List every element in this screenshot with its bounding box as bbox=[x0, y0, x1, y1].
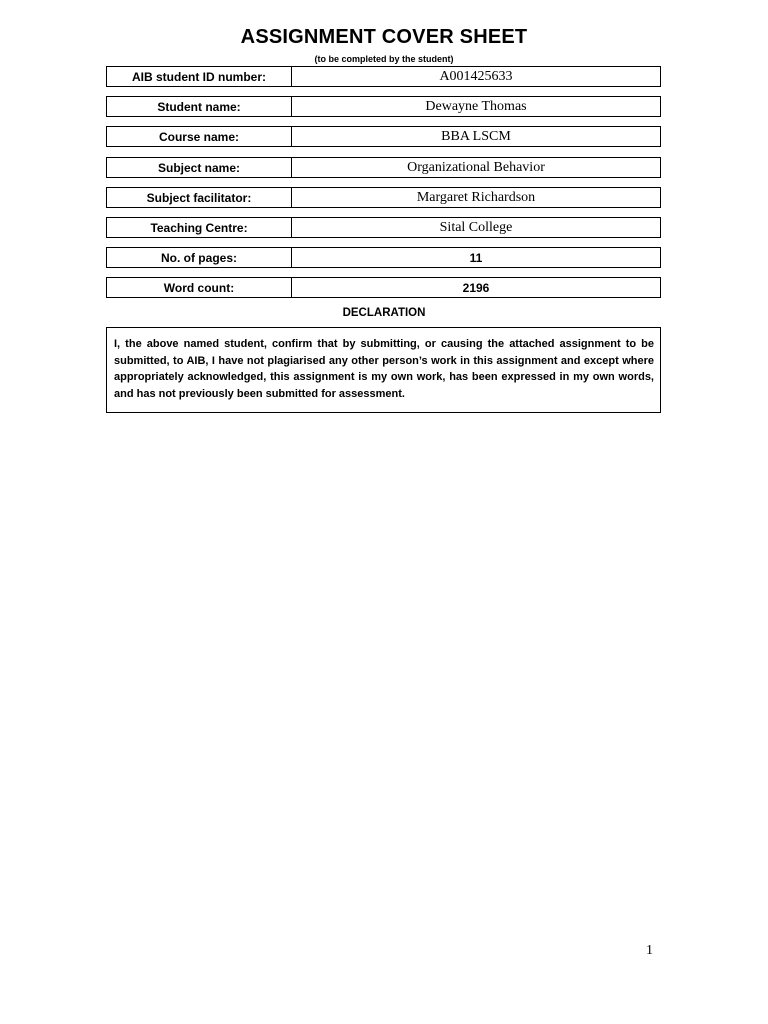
field-value-student-id: A001425633 bbox=[439, 68, 513, 84]
field-row-subject-facilitator bbox=[106, 187, 661, 208]
field-value-teaching-centre: Sital College bbox=[439, 219, 513, 235]
field-value-student-name: Dewayne Thomas bbox=[425, 98, 527, 114]
field-value-page-count: 11 bbox=[469, 250, 483, 265]
field-label: No. of pages: bbox=[107, 248, 292, 267]
field-label: Subject name: bbox=[107, 158, 292, 177]
document-title: ASSIGNMENT COVER SHEET bbox=[240, 26, 528, 48]
field-row-student-name bbox=[106, 96, 661, 117]
field-label: Word count: bbox=[107, 278, 292, 297]
field-value-subject-facilitator: Margaret Richardson bbox=[416, 189, 536, 205]
field-row-student-id bbox=[106, 66, 661, 87]
field-row-teaching-centre bbox=[106, 217, 661, 238]
field-label: Student name: bbox=[107, 97, 292, 116]
field-label: Subject facilitator: bbox=[107, 188, 292, 207]
field-value-subject-name: Organizational Behavior bbox=[407, 159, 545, 175]
field-row-word-count bbox=[106, 277, 661, 298]
field-value-course-name: BBA LSCM bbox=[441, 128, 511, 144]
field-row-subject-name bbox=[106, 157, 661, 178]
field-row-course-name bbox=[106, 126, 661, 147]
declaration-text: I, the above named student, confirm that by submitting, or causing the attached assignment to be submitted, to AIB, I have not plagiarised any other person’s work in this assignment and except where appropriately acknowledged, this assignment is my own work, has been expressed in my own words, and has not previously been submitted for assessment. bbox=[106, 327, 661, 413]
field-value-word-count: 2196 bbox=[462, 280, 490, 295]
field-row-page-count bbox=[106, 247, 661, 268]
field-label: Teaching Centre: bbox=[107, 218, 292, 237]
declaration-heading: DECLARATION bbox=[342, 307, 426, 319]
page-number: 1 bbox=[646, 943, 653, 958]
field-label: Course name: bbox=[107, 127, 292, 146]
document-subtitle: (to be completed by the student) bbox=[314, 54, 454, 64]
field-label: AIB student ID number: bbox=[107, 67, 292, 86]
